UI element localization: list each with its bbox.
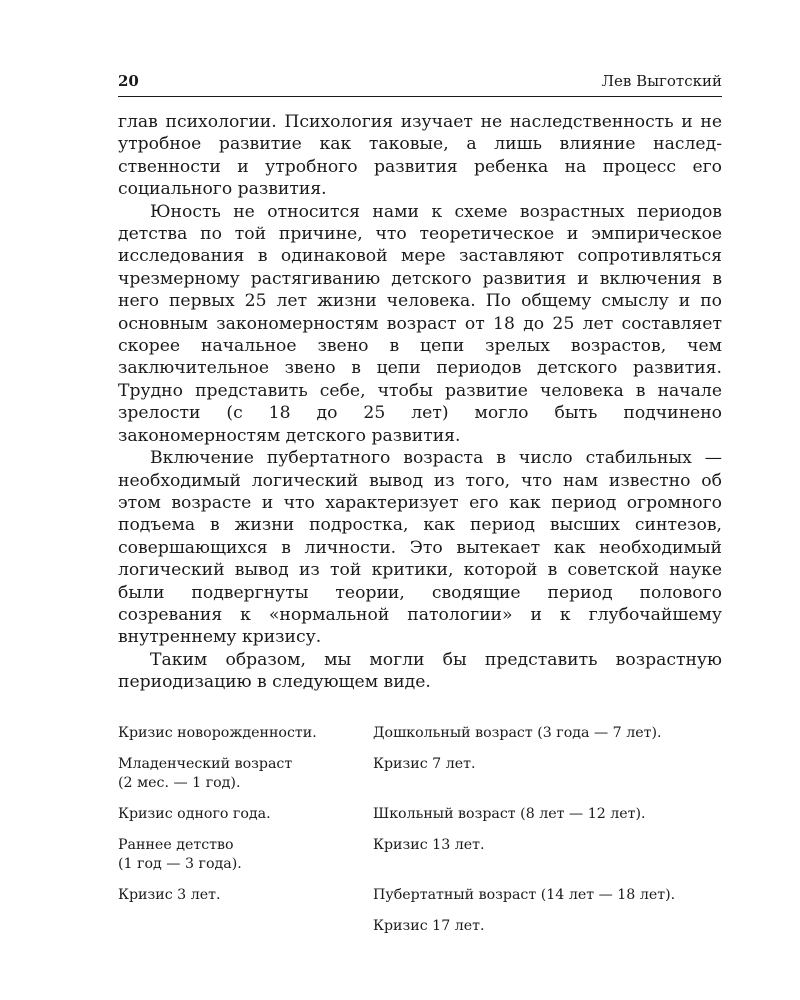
book-page	[118, 72, 722, 936]
period-right-item: Дошкольный возраст (3 года — 7 лет).	[373, 724, 662, 741]
periodization-table	[118, 724, 722, 936]
page-header	[118, 72, 722, 97]
period-left-item: Кризис одного года.	[118, 805, 271, 822]
running-title: Лев Выготский	[601, 72, 722, 90]
period-left-item: Кризис новорожденности.	[118, 724, 317, 741]
page-number: 20	[118, 72, 139, 90]
period-right-item: Кризис 13 лет.	[373, 836, 485, 853]
period-left-item	[118, 917, 373, 936]
paragraph: Юность не относится нами к схеме возрастных периодов детства по той причине, что теоретическое и эмпирическое исследования в одинаковой мере заставляют сопротивляться чрезмерному растягиванию детского развития и включения в него первых 25 лет жизни человека. По общему смыслу и по основным закономерностям возраст от 18 до 25 лет составляет скорее начальное звено в цепи зрелых возрастов, чем заключительное звено в цепи периодов детского развития. Трудно представить себе, чтобы развитие человека в начале зрелости (с 18 до 25 лет) могло быть подчинено закономерностям детского развития.	[118, 201, 722, 446]
period-left-item: Раннее детство (1 год — 3 года).	[118, 836, 242, 872]
period-left-item: Кризис 3 лет.	[118, 886, 221, 903]
paragraph: глав психологии. Психология изучает не наследственность и не утробное развитие как таковые, а лишь влияние наследственности и утробного развития ребенка на процесс его социального развития.	[118, 112, 722, 200]
period-right-item: Пубертатный возраст (14 лет — 18 лет).	[373, 886, 676, 903]
period-right-item: Кризис 17 лет.	[373, 917, 485, 934]
paragraph: Таким образом, мы могли бы представить возрастную периодизацию в следующем виде.	[118, 649, 722, 693]
period-right-item: Школьный возраст (8 лет — 12 лет).	[373, 805, 646, 822]
period-right-item: Кризис 7 лет.	[373, 755, 476, 772]
paragraph: Включение пубертатного возраста в число стабильных — необходимый логический вывод из того, что нам известно об этом возрасте и что характеризует его как период огромного подъема в жизни подростка, как период высших синтезов, совершающихся в личности. Это вытекает как необходимый логический вывод из той критики, которой в советской науке были подвергнуты теории, сводящие период полового созревания к «нормальной патологии» и к глубочайшему внутреннему кризису.	[118, 448, 722, 648]
period-left-item: Младенческий возраст (2 мес. — 1 год).	[118, 755, 293, 791]
body-text	[118, 111, 722, 694]
